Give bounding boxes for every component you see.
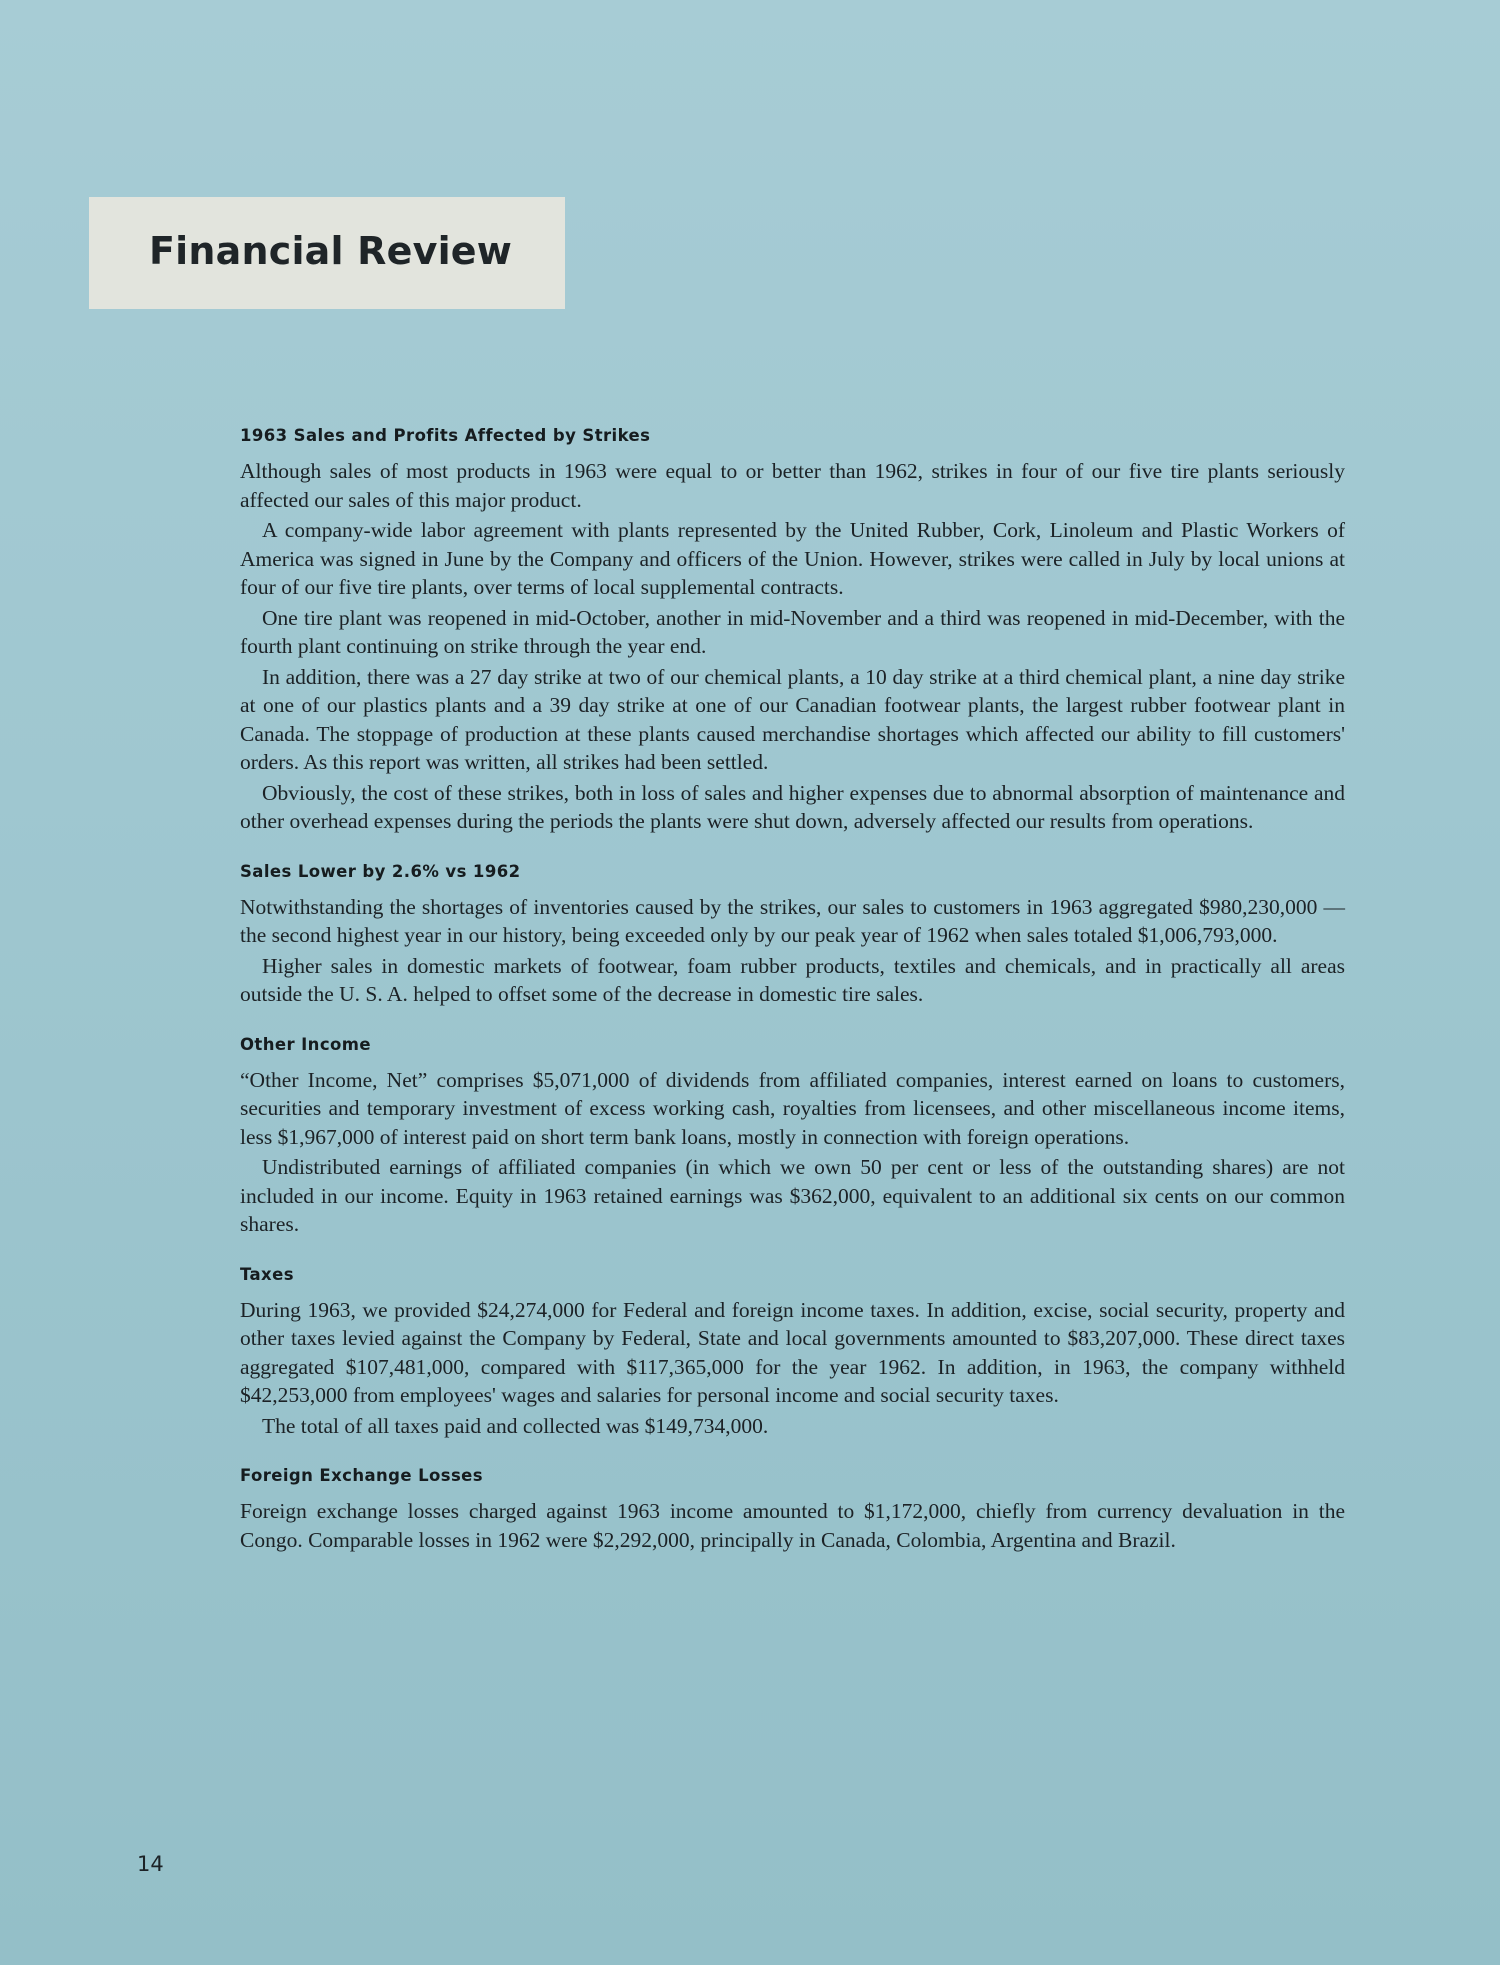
section-heading: Sales Lower by 2.6% vs 1962 xyxy=(240,861,521,881)
section-heading: Taxes xyxy=(240,1264,294,1284)
paragraph: One tire plant was reopened in mid-October, another in mid-November and a third was reopened in mid-December, with the fourth plant continuing on strike through the year end. xyxy=(240,605,1345,658)
title-box xyxy=(89,197,565,309)
page-title: Financial Review xyxy=(149,229,513,273)
section-other-income xyxy=(240,1035,1345,1239)
paragraph: The total of all taxes paid and collected was $149,734,000. xyxy=(262,1413,769,1438)
paragraph: In addition, there was a 27 day strike at two of our chemical plants, a 10 day strike at a third chemical plant, a nine day strike at one of our plastics plants and a 39 day strike at one of our Canadian footwear plants, the largest rubber footwear plant in Canada. The stoppage of production at these plants caused merchandise shortages which affected our ability to fill customers' orders. As this report was written, all strikes had been settled. xyxy=(240,664,1345,774)
section-taxes xyxy=(240,1265,1345,1441)
page-number: 14 xyxy=(137,1852,164,1876)
section-foreign-exchange xyxy=(240,1466,1345,1554)
section-sales xyxy=(240,862,1345,1009)
paragraph: Obviously, the cost of these strikes, both in loss of sales and higher expenses due to abnormal absorption of maintenance and other overhead expenses during the periods the plants were shut down, adversely affected our results from operations. xyxy=(240,780,1345,833)
paragraph: A company-wide labor agreement with plants represented by the United Rubber, Cork, Linoleum and Plastic Workers of America was signed in June by the Company and officers of the Union. However, strikes were called in July by local unions at four of our five tire plants, over terms of local supplemental contracts. xyxy=(240,518,1345,599)
paragraph: “Other Income, Net” comprises $5,071,000 of dividends from affiliated companies, interest earned on loans to customers, securities and temporary investment of excess working cash, royalties from licensees, and other miscellaneous income items, less $1,967,000 of interest paid on short term bank loans, mostly in connection with foreign operations. xyxy=(240,1067,1345,1149)
article-body xyxy=(240,426,1345,1580)
paragraph: During 1963, we provided $24,274,000 for Federal and foreign income taxes. In addition, excise, social security, property and other taxes levied against the Company by Federal, State and local governments amounted to $83,207,000. These direct taxes aggregated $107,481,000, compared with $117,365,000 for the year 1962. In addition, in 1963, the company withheld $42,253,000 from employees' wages and salaries for personal income and social security taxes. xyxy=(240,1297,1345,1407)
paragraph: Although sales of most products in 1963 were equal to or better than 1962, strikes in four of our five tire plants seriously affected our sales of this major product. xyxy=(240,459,1345,512)
section-heading: 1963 Sales and Profits Affected by Strikes xyxy=(240,426,651,445)
paragraph: Higher sales in domestic markets of footwear, foam rubber products, textiles and chemicals, and in practically all areas outside the U. S. A. helped to offset some of the decrease in domestic tire sales. xyxy=(240,953,1345,1006)
section-heading: Other Income xyxy=(240,1034,371,1054)
paragraph: Notwithstanding the shortages of inventories caused by the strikes, our sales to customers in 1963 aggregated $980,230,000 — the second highest year in our history, being exceeded only by our peak year of 1962 when sales totaled $1,006,793,000. xyxy=(240,894,1345,947)
paragraph: Foreign exchange losses charged against 1963 income amounted to $1,172,000, chiefly from currency devaluation in the Congo. Comparable losses in 1962 were $2,292,000, principally in Canada, Colombia, Argentina and Brazil. xyxy=(240,1499,1345,1552)
paragraph: Undistributed earnings of affiliated companies (in which we own 50 per cent or less of the outstanding shares) are not included in our income. Equity in 1963 retained earnings was $362,000, equivalent to an additional six cents on our common shares. xyxy=(240,1155,1345,1236)
section-strikes xyxy=(240,426,1345,836)
section-heading: Foreign Exchange Losses xyxy=(240,1466,483,1485)
